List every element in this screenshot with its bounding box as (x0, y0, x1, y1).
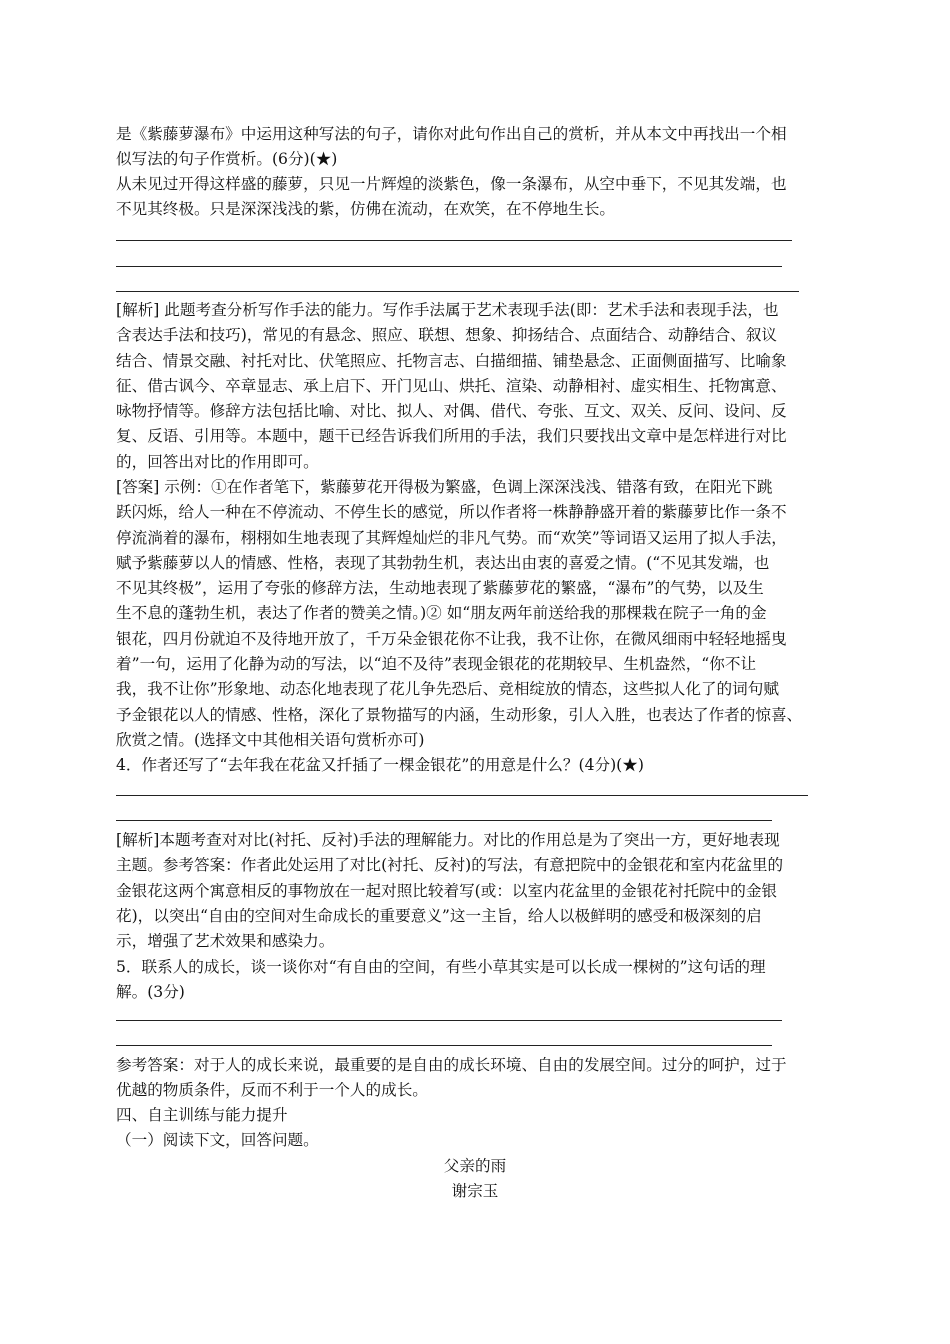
text-line: 主题。参考答案：作者此处运用了对比(衬托、反衬)的写法，有意把院中的金银花和室内花盆里的 (116, 856, 784, 875)
text-line: 示，增强了艺术效果和感染力。 (116, 932, 335, 951)
article-title: 父亲的雨 (443, 1157, 507, 1175)
text-line: 参考答案：对于人的成长来说，最重要的是自由的成长环境、自由的发展空间。过分的呵护，过于 (116, 1056, 787, 1074)
text-line: 复、反语、引用等。本题中，题干已经告诉我们所用的手法，我们只要找出文章中是怎样进行对比 (116, 427, 787, 446)
question-4-analysis (116, 828, 854, 954)
text-line: 4．作者还写了“去年我在花盆又扦插了一棵金银花”的用意是什么？(4分)(★) (116, 756, 644, 774)
text-line: 赋予紫藤萝以人的情感、性格，表现了其勃勃生机，表达出由衷的喜爱之情。(“不见其发端，也 (116, 553, 770, 572)
section-heading (116, 1103, 854, 1154)
text-line: [解析]本题考查对对比(衬托、反衬)手法的理解能力。对比的作用总是为了突出一方，更好地表现 (116, 831, 780, 849)
answer-blank-line (116, 240, 792, 241)
text-line: 似写法的句子作赏析。(6分)(★) (116, 150, 338, 169)
answer-blank-line (116, 1020, 782, 1021)
answer-blank-line (116, 291, 799, 292)
article-author: 谢宗玉 (451, 1182, 499, 1200)
answer-blank-line (116, 795, 808, 796)
question-3-prompt (116, 122, 854, 173)
text-line: 的，回答出对比的作用即可。 (116, 452, 319, 471)
question-4-prompt (116, 753, 854, 778)
text-line: 结合、情景交融、衬托对比、伏笔照应、托物言志、白描细描、铺垫悬念、正面侧面描写、比喻象 (116, 351, 787, 370)
text-line: 着”一句，运用了化静为动的写法，以“迫不及待”表现金银花的花期较早、生机盎然，“你不让 (116, 655, 757, 674)
text-line: 含表达手法和技巧)，常见的有悬念、照应、联想、想象、抑扬结合、点面结合、动静结合、叙议 (116, 326, 778, 345)
text-line: 生不息的蓬勃生机，表达了作者的赞美之情。)② 如“朋友两年前送给我的那棵栽在院子一角的金 (116, 604, 767, 623)
text-line: [答案] 示例：①在作者笔下，紫藤萝花开得极为繁盛，色调上深深浅浅、错落有致，在阳光下跳 (116, 478, 773, 496)
text-line: 金银花这两个寓意相反的事物放在一起对照比较着写(或：以室内花盆里的金银花衬托院中的金银 (116, 881, 778, 900)
text-line: 停流淌着的瀑布，栩栩如生地表现了其辉煌灿烂的非凡气势。而“欢笑”等词语又运用了拟人手法， (116, 528, 787, 547)
text-line: 欣赏之情。(选择文中其他相关语句赏析亦可) (116, 730, 425, 749)
section-4-subheading: （一）阅读下文，回答问题。 (116, 1131, 319, 1150)
text-line: 5．联系人的成长，谈一谈你对“有自由的空间，有些小草其实是可以长成一棵树的”这句话的理 (116, 958, 766, 976)
text-line: 银花，四月份就迫不及待地开放了，千万朵金银花你不让我，我不让你，在微风细雨中轻轻地摇曳 (116, 629, 787, 648)
question-3-analysis (116, 298, 854, 475)
text-line: 不见其终极。只是深深浅浅的紫，仿佛在流动，在欢笑，在不停地生长。 (116, 200, 616, 219)
text-line: 从未见过开得这样盛的藤萝，只见一片辉煌的淡紫色，像一条瀑布，从空中垂下，不见其发端，也 (116, 175, 787, 193)
text-line: 我，我不让你”形象地、动态化地表现了花儿争先恐后、竞相绽放的情态，这些拟人化了的词句赋 (116, 680, 779, 699)
text-line: 不见其终极”，运用了夸张的修辞方法，生动地表现了紫藤萝花的繁盛，“瀑布”的气势，以及生 (116, 579, 764, 598)
text-line: 是《紫藤萝瀑布》中运用这种写法的句子，请你对此句作出自己的赏析，并从本文中再找出一个相 (116, 125, 787, 143)
text-line: 予金银花以人的情感、性格，深化了景物描写的内涵，生动形象，引人入胜，也表达了作者的惊喜、 (116, 705, 803, 724)
answer-blank-line (116, 266, 782, 267)
text-line: 优越的物质条件，反而不利于一个人的成长。 (116, 1081, 428, 1100)
text-line: 咏物抒情等。修辞方法包括比喻、对比、拟人、对偶、借代、夸张、互文、双关、反问、设问、反 (116, 402, 787, 421)
text-line: 跃闪烁，给人一种在不停流动、不停生长的感觉，所以作者将一株静静盛开着的紫藤萝比作一条不 (116, 503, 787, 522)
question-3-answer (116, 475, 854, 753)
text-line: 花)，以突出“自由的空间对生命成长的重要意义”这一主旨，给人以极鲜明的感受和极深刻的启 (116, 906, 762, 925)
answer-blank-line (116, 1045, 772, 1046)
question-5-prompt (116, 955, 854, 1006)
section-4-heading: 四、自主训练与能力提升 (116, 1106, 288, 1124)
text-line: [解析] 此题考查分析写作手法的能力。写作手法属于艺术表现手法(即：艺术手法和表现手法，也 (116, 301, 779, 319)
question-5-answer (116, 1053, 854, 1104)
text-line: 征、借古讽今、卒章显志、承上启下、开门见山、烘托、渲染、动静相衬、虚实相生、托物寓意、 (116, 376, 787, 395)
answer-blank-line (116, 820, 772, 821)
text-line: 解。(3分) (116, 983, 185, 1002)
quoted-passage (116, 172, 854, 223)
